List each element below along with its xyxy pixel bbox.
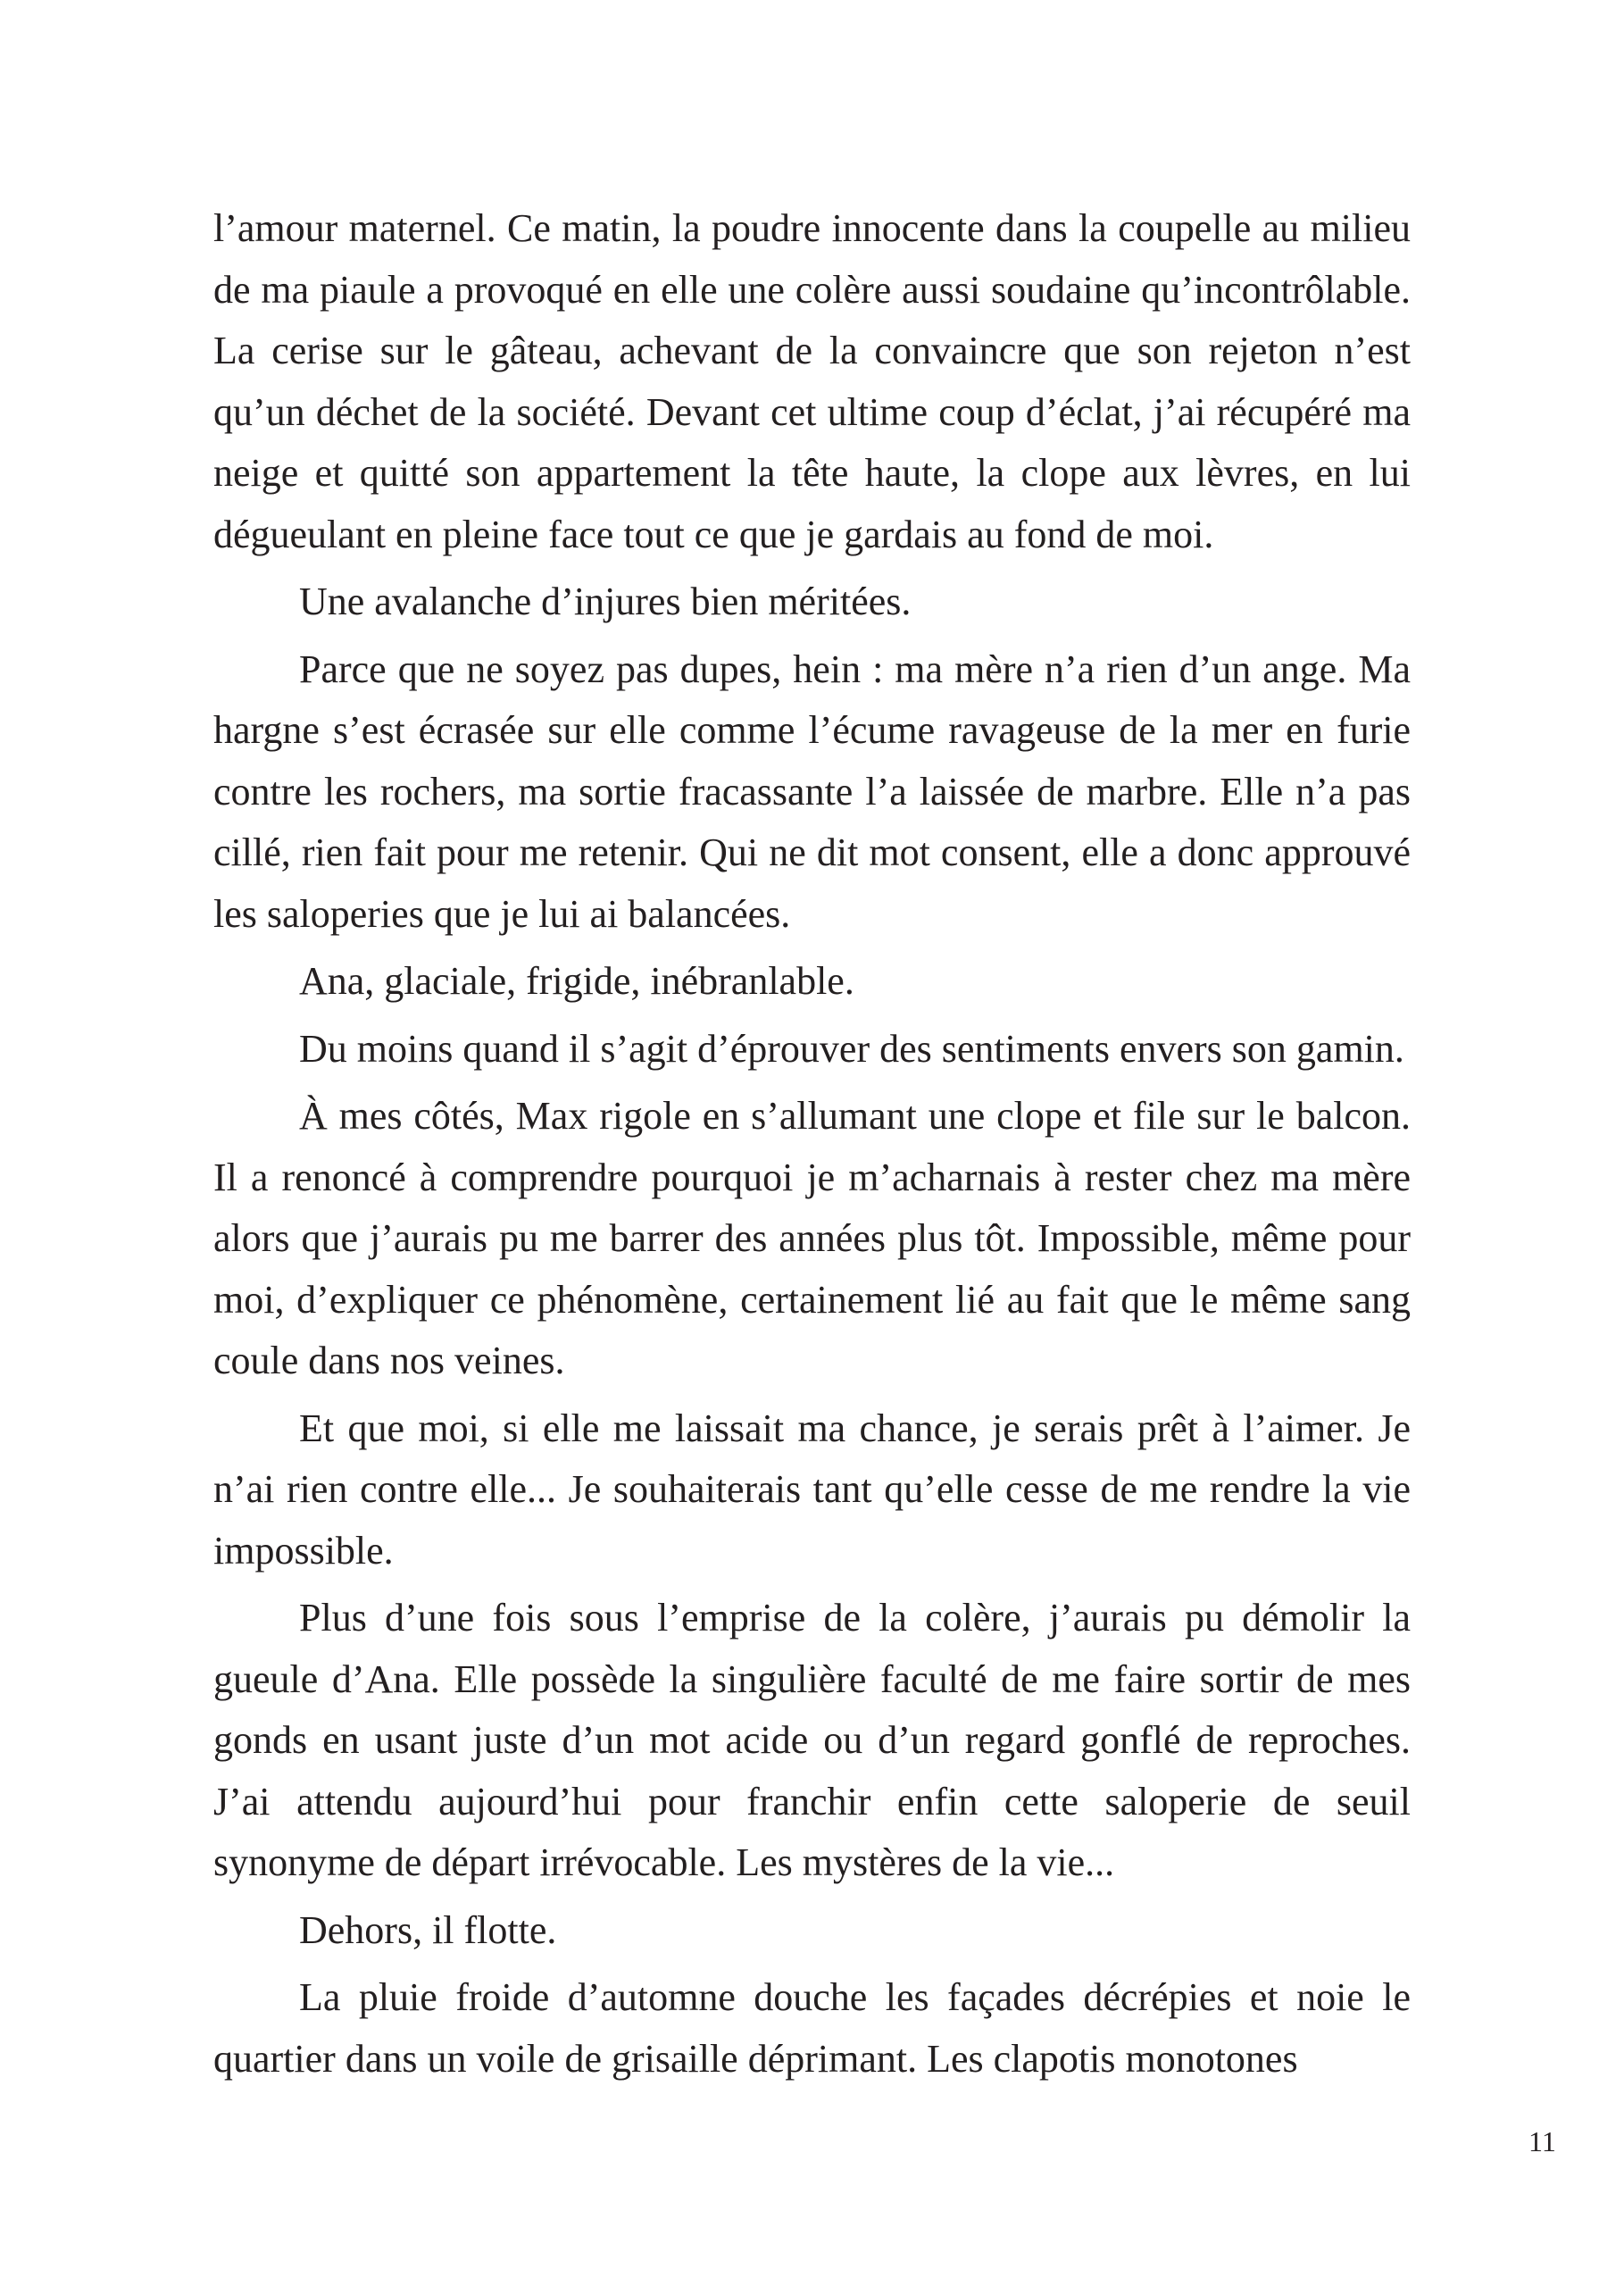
paragraph-7: Et que moi, si elle me laissait ma chance, je serais prêt à l’aimer. Je n’ai rien contre elle... Je souhaiterais tant qu’elle cesse de me rendre la vie impossible.: [213, 1406, 1411, 1573]
paragraph-3: Parce que ne soyez pas dupes, hein : ma mère n’a rien d’un ange. Ma hargne s’est écrasée sur elle comme l’écume ravageuse de la mer en furie contre les rochers, ma sortie fracassante l’a laissée de marbre. Elle n’a pas cillé, rien fait pour me retenir. Qui ne dit mot consent, elle a donc approuvé les saloperies que je lui ai balancées.: [213, 647, 1411, 936]
paragraph-10: La pluie froide d’automne douche les façades décrépies et noie le quartier dans un voile de grisaille déprimant. Les clapotis monotones: [213, 1975, 1411, 2081]
page-body: [213, 198, 1411, 2096]
paragraph-2: Une avalanche d’injures bien méritées.: [299, 580, 912, 623]
page-number: 11: [1528, 2125, 1556, 2157]
paragraph-9: Dehors, il flotte.: [299, 1907, 557, 1952]
paragraph-5: Du moins quand il s’agit d’éprouver des sentiments envers son gamin.: [299, 1026, 1404, 1071]
paragraph-8: Plus d’une fois sous l’emprise de la colère, j’aurais pu démolir la gueule d’Ana. Elle possède la singulière faculté de me faire sortir de mes gonds en usant juste d’un mot acide ou d’un regard gonflé de reproches. J’ai attendu aujourd’hui pour franchir enfin cette saloperie de seuil synonyme de départ irrévocable. Les mystères de la vie...: [213, 1596, 1411, 1884]
paragraph-4: Ana, glaciale, frigide, inébranlable.: [299, 959, 854, 1003]
paragraph-1: l’amour maternel. Ce matin, la poudre innocente dans la coupelle au milieu de ma piaule a provoqué en elle une colère aussi soudaine qu’incontrôlable. La cerise sur le gâteau, achevant de la convaincre que son rejeton n’est qu’un déchet de la société. Devant cet ultime coup d’éclat, j’ai récupéré ma neige et quitté son appartement la tête haute, la clope aux lèvres, en lui dégueulant en pleine face tout ce que je gardais au fond de moi.: [213, 206, 1411, 556]
paragraph-6: À mes côtés, Max rigole en s’allumant une clope et file sur le balcon. Il a renoncé à comprendre pourquoi je m’acharnais à rester chez ma mère alors que j’aurais pu me barrer des années plus tôt. Impossible, même pour moi, d’expliquer ce phénomène, certainement lié au fait que le même sang coule dans nos veines.: [213, 1094, 1411, 1382]
